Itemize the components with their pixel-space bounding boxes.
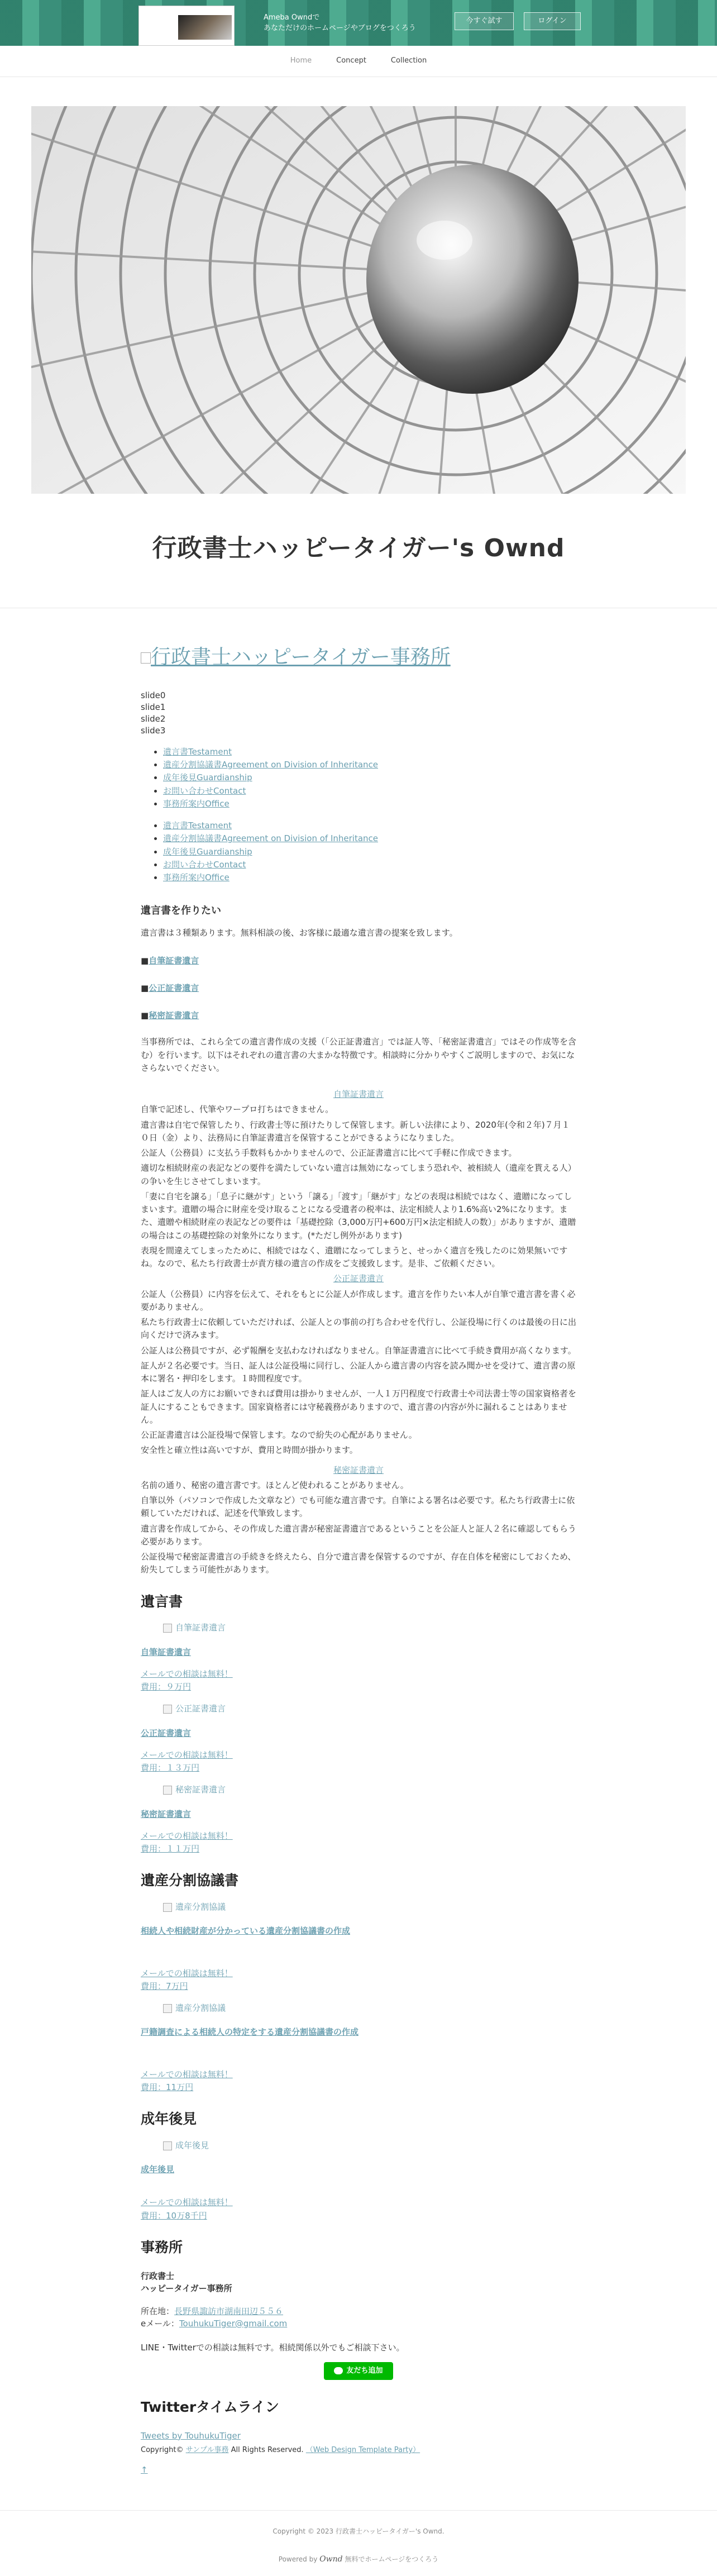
office-heading: 事務所 (141, 2239, 183, 2255)
card-image-alt: 公正証書遺言 (175, 1704, 226, 1714)
footer-copyright: Copyright © 2023 行政書士ハッピータイガー's Ownd. (273, 2527, 444, 2535)
powered-prefix: Powered by (278, 2555, 318, 2563)
card-title[interactable]: 戸籍調査による相続人の特定をする遺産分割協議書の作成 (141, 2027, 359, 2038)
content-menu-1 (163, 746, 576, 810)
main-content (141, 642, 576, 2477)
card-title[interactable]: 自筆証書遺言 (141, 1647, 192, 1657)
broken-image-icon (163, 2141, 172, 2150)
banner-line1: Ameba Owndで (264, 13, 320, 22)
link-holographic-will[interactable]: 自筆証書遺言 (149, 955, 199, 966)
card-title[interactable]: 公正証書遺言 (141, 1728, 192, 1738)
menu-link-office[interactable]: 事務所案内Office (163, 872, 230, 883)
menu-link-contact[interactable]: お問い合わせContact (163, 859, 246, 870)
slide-item: slide2 (141, 713, 166, 724)
sec3-title[interactable]: 秘密証書遺言 (333, 1464, 384, 1475)
address-link[interactable]: 長野県諏訪市湖南田辺５５６ (174, 2306, 284, 2316)
office-name-line2: ハッピータイガー事務所 (141, 2283, 232, 2294)
line-consult-text: LINE・Twitterでの相談は無料です。相続関係以外でもご相談下さい。 (141, 2342, 405, 2353)
menu-link-division[interactable]: 遺産分割協議書Agreement on Division of Inheritance (163, 760, 379, 770)
sec1-text: 遺言書は自宅で保管したり、行政書士等に預けたりして保管します。新しい法律により、2020年(令和２年)７月１０日（金）より、法務局に自筆証書遺言を保管することができるようになりました。 (141, 1119, 570, 1143)
email-link[interactable]: TouhukuTiger@gmail.com (179, 2319, 288, 2329)
page-footer (0, 2510, 717, 2576)
menu-link-division[interactable]: 遺産分割協議書Agreement on Division of Inheritance (163, 833, 379, 844)
sec1-text: 自筆で記述し、代筆やワープロ打ちはできません。 (141, 1104, 334, 1115)
card-image-alt: 自筆証書遺言 (175, 1623, 226, 1633)
broken-image-icon (163, 1624, 172, 1633)
nav-home[interactable]: Home (290, 56, 312, 65)
template-party-link[interactable]: （Web Design Template Party） (305, 2446, 420, 2455)
powered-by (0, 2554, 717, 2566)
sec3-text: 遺言書を作成してから、その作成した遺言書が秘密証書遺言であるということを公証人と証人２名に確認してもらう必要があります。 (141, 1523, 577, 1547)
office-contact (141, 2305, 576, 2330)
card-details (141, 1668, 576, 1694)
will-pricing-heading: 遺言書 (141, 1593, 183, 1610)
card-details (141, 2196, 576, 2222)
menu-link-guardianship[interactable]: 成年後見Guardianship (163, 846, 252, 857)
card-image (163, 1901, 576, 1914)
main-nav (0, 46, 717, 77)
broken-image-icon (163, 2004, 172, 2013)
try-now-button[interactable]: 今すぐ試す (455, 12, 514, 30)
broken-image-icon (163, 1786, 172, 1795)
sec3-text: 名前の通り、秘密の遺言書です。ほとんど使われることがありません。 (141, 1480, 409, 1490)
sec2-title[interactable]: 公正証書遺言 (333, 1273, 384, 1284)
card-fee[interactable]: 費用：10万8千円 (141, 2210, 207, 2221)
division-pricing-heading: 遺産分割協議書 (141, 1872, 239, 1889)
fan-grille-image (31, 106, 686, 494)
card-image-alt: 遺産分割協議 (175, 2003, 226, 2014)
slide-item: slide0 (141, 690, 166, 700)
will-intro: 遺言書は３種類あります。無料相談の後、お客様に最適な遺言書の提案を致します。 (141, 928, 458, 938)
card-title[interactable]: 成年後見 (141, 2164, 175, 2175)
card-title[interactable]: 相続人や相続財産が分かっている遺産分割協議書の作成 (141, 1926, 351, 1936)
card-image (163, 1621, 576, 1634)
card-fee[interactable]: 費用：１３万円 (141, 1763, 200, 1773)
card-details (141, 1830, 576, 1856)
sec1-title[interactable]: 自筆証書遺言 (333, 1089, 384, 1100)
sec2-text: 公証人は公務員ですが、必ず報酬を支払わなければなりません。自筆証書遺言に比べて手続き費用が高くなります。 (141, 1345, 576, 1356)
content-menu-2 (163, 819, 576, 884)
line-add-friend-button[interactable] (324, 2362, 393, 2380)
banner-text (264, 12, 416, 34)
site-title: 行政書士ハッピータイガー's Ownd (152, 534, 565, 562)
template-copyright (141, 2445, 576, 2456)
card-image (163, 1783, 576, 1796)
card-consult-link[interactable]: メールでの相談は無料！ (141, 1830, 233, 1841)
sec2-text: 証人が２名必要です。当日、証人は公証役場に同行し、公証人から遺言書の内容を読み聞かせを受けて、遺言書の原本に署名・押印をします。１時間程度です。 (141, 1360, 576, 1384)
email-label: eメール： (141, 2319, 179, 2329)
sec2-text: 証人はご友人の方にお願いできれば費用は掛かりませんが、一人１万円程度で行政書士や司法書士等の国家資格者を証人にすることもできます。国家資格者には守秘義務がありますので、遺言書の内容が外に漏れることはありません。 (141, 1389, 577, 1425)
card-image (163, 2002, 576, 2015)
login-button[interactable]: ログイン (524, 12, 581, 30)
card-image-alt: 秘密証書遺言 (175, 1785, 226, 1795)
card-image-alt: 成年後見 (175, 2140, 209, 2150)
hero-image (31, 106, 686, 494)
slide-item: slide1 (141, 702, 166, 712)
will-link-row: ■公正証書遺言 (141, 982, 199, 993)
powered-suffix[interactable]: 無料でホームページをつくろう (345, 2555, 439, 2563)
ameba-owned-banner (0, 0, 717, 46)
card-image-alt: 遺産分割協議 (175, 1902, 226, 1912)
banner-line2: あなただけのホームページやブログをつくろう (264, 24, 416, 32)
card-fee[interactable]: 費用：９万円 (141, 1682, 192, 1692)
menu-link-guardianship[interactable]: 成年後見Guardianship (163, 772, 252, 783)
office-logo-link[interactable] (141, 642, 576, 673)
ownd-logo[interactable]: Ownd (319, 2554, 343, 2564)
line-add-friend-label: 友だち追加 (346, 2366, 383, 2375)
address-label: 所在地： (141, 2306, 175, 2316)
menu-link-office[interactable]: 事務所案内Office (163, 798, 230, 809)
card-fee[interactable]: 費用：１１万円 (141, 1844, 200, 1854)
sec1-text: 適切な相続財産の表記などの要件を満たしていない遺言は無効になってしまう恐れや、被相続人（遺産を貰える人）の争いを生じさせてしまいます。 (141, 1163, 576, 1186)
sec1-text: 表現を間違えてしまったために、相続ではなく、遺贈になってしまうと、せっかく遺言を残したのに効果無いですね。なので、私たち行政書士が責方様の遺言の作成をご支援致します。是非、ご依頼ください。 (141, 1245, 568, 1269)
card-image (163, 1702, 576, 1715)
copyright-suffix: All Rights Reserved. (228, 2446, 306, 2455)
back-to-top-link[interactable]: ↑ (141, 2465, 148, 2475)
broken-image-icon (141, 652, 151, 664)
copyright-link[interactable]: サンプル事務 (185, 2446, 229, 2455)
sec2-text: 公正証書遺言は公証役場で保管します。なので紛失の心配がありません。 (141, 1430, 417, 1440)
link-secret-will[interactable]: 秘密証書遺言 (149, 1010, 199, 1021)
slideshow (141, 690, 576, 737)
office-logo-alt: 行政書士ハッピータイガー事務所 (151, 646, 451, 669)
menu-link-testament[interactable]: 遺言書Testament (163, 746, 232, 757)
sec2-text: 私たち行政書士に依頼していただければ、公証人との事前の打ち合わせを代行し、公証役場に行くのは最後の日に出向くだけで済みます。 (141, 1317, 577, 1341)
sec2-text: 安全性と確立性は高いですが、費用と時間が掛かります。 (141, 1445, 358, 1456)
banner-preview-image (138, 6, 235, 46)
sec3-text: 自筆以外（パソコンで作成した文章など）でも可能な遺言書です。自筆による署名は必要です。私たち行政書士に依頼していただければ、記述を代筆致します。 (141, 1495, 575, 1519)
nav-collection[interactable]: Collection (390, 56, 427, 65)
card-details (141, 2068, 576, 2095)
card-consult-link[interactable]: メールでの相談は無料！ (141, 2197, 233, 2208)
twitter-heading: Twitterタイムライン (141, 2399, 279, 2416)
card-fee[interactable]: 費用：7万円 (141, 1981, 188, 1991)
office-name (141, 2270, 576, 2295)
slide-item: slide3 (141, 725, 166, 736)
card-image (163, 2139, 576, 2152)
guardian-pricing-heading: 成年後見 (141, 2111, 197, 2127)
menu-link-testament[interactable]: 遺言書Testament (163, 820, 232, 831)
broken-image-icon (163, 1903, 172, 1912)
link-notarial-will[interactable]: 公正証書遺言 (149, 982, 199, 993)
twitter-timeline-link[interactable]: Tweets by TouhukuTiger (141, 2430, 241, 2441)
sec1-text: 公証人（公務員）に支払う手数料もかかりませんので、公正証書遺言に比べて手軽に作成できます。 (141, 1148, 517, 1158)
sec3-text: 公証役場で秘密証書遺言の手続きを終えたら、自分で遺言書を保管するのですが、存在自体を秘密にしておくため、紛失してしまう可能性があります。 (141, 1552, 576, 1575)
card-fee[interactable]: 費用：11万円 (141, 2082, 194, 2092)
menu-link-contact[interactable]: お問い合わせContact (163, 785, 246, 796)
card-details (141, 1967, 576, 1993)
will-link-row: ■秘密証書遺言 (141, 1010, 199, 1021)
card-details (141, 1749, 576, 1775)
copyright-prefix: Copyright© (141, 2446, 186, 2455)
will-link-row: ■自筆証書遺言 (141, 955, 199, 966)
card-consult-link[interactable]: メールでの相談は無料！ (141, 1968, 233, 1978)
will-heading: 遺言書を作りたい (141, 905, 221, 917)
sec1-text: 「妻に自宅を譲る」「息子に継がす」という「譲る」「渡す」「継がす」などの表現は相続ではなく、遺贈になってしまいます。遺贈の場合に財産を受け取ることになる受遺者の税率は、法定相続人より1.6%高い2%になります。また、遺贈や相続財産の表記などの要件は「基礎控除（3,000万円+600万円×法定相続人の数）」がありますが、遺贈の場合はこの基礎控除の対象外になります。(*ただし例外があります) (141, 1191, 576, 1241)
card-consult-link[interactable]: メールでの相談は無料！ (141, 1668, 233, 1679)
card-title[interactable]: 秘密証書遺言 (141, 1809, 192, 1819)
office-name-line1: 行政書士 (141, 2270, 175, 2281)
sec2-text: 公証人（公務員）に内容を伝えて、それをもとに公証人が作成します。遺言を作りたい本人が自筆で遺言書を書く必要がありません。 (141, 1289, 576, 1312)
line-icon (334, 2367, 343, 2374)
card-consult-link[interactable]: メールでの相談は無料！ (141, 2069, 233, 2079)
card-consult-link[interactable]: メールでの相談は無料！ (141, 1749, 233, 1760)
will-summary: 当事務所では、これら全ての遺言書作成の支援（「公正証書遺言」では証人等、「秘密証書遺言」ではその作成等を含む）を行います。以下はそれぞれの遺言書の大まかな特徴です。相談時に分かりやすくご説明しますので、お気になさらないでください。 (141, 1037, 577, 1073)
nav-concept[interactable]: Concept (336, 56, 366, 65)
broken-image-icon (163, 1705, 172, 1714)
